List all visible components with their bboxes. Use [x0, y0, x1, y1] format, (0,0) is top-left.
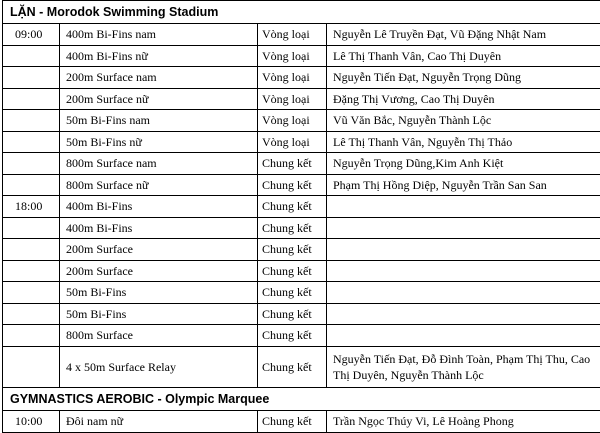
stage-cell: Chung kết — [258, 282, 327, 304]
event-cell: Đôi nam nữ — [60, 410, 258, 432]
stage-cell: Chung kết — [258, 174, 327, 196]
time-cell — [3, 260, 60, 282]
time-cell — [3, 325, 60, 347]
time-cell — [3, 282, 60, 304]
stage-cell: Chung kết — [258, 260, 327, 282]
athletes-cell: Vũ Văn Bắc, Nguyễn Thành Lộc — [327, 110, 600, 132]
event-cell: 200m Surface nam — [60, 67, 258, 89]
athletes-cell: Lê Thị Thanh Vân, Cao Thị Duyên — [327, 45, 600, 67]
time-cell — [3, 45, 60, 67]
athletes-cell — [327, 239, 600, 261]
time-cell — [3, 174, 60, 196]
athletes-cell — [327, 196, 600, 218]
schedule-row — [3, 325, 600, 347]
event-cell: 800m Surface nữ — [60, 174, 258, 196]
event-cell: 400m Bi-Fins — [60, 196, 258, 218]
stage-cell: Chung kết — [258, 153, 327, 175]
stage-cell: Vòng loại — [258, 110, 327, 132]
schedule-body — [3, 1, 600, 433]
athletes-cell: Nguyễn Lê Truyền Đạt, Vũ Đặng Nhật Nam — [327, 24, 600, 46]
athletes-cell — [327, 303, 600, 325]
schedule-row — [3, 131, 600, 153]
section-header-row — [3, 1, 600, 24]
time-cell — [3, 88, 60, 110]
schedule-table — [2, 0, 600, 433]
event-cell: 800m Surface — [60, 325, 258, 347]
athletes-cell: Phạm Thị Hồng Diệp, Nguyễn Trần San San — [327, 174, 600, 196]
time-cell — [3, 217, 60, 239]
stage-cell: Vòng loại — [258, 45, 327, 67]
schedule-row — [3, 88, 600, 110]
schedule-row — [3, 24, 600, 46]
schedule-row — [3, 67, 600, 89]
schedule-row — [3, 239, 600, 261]
athletes-cell: Nguyễn Trọng Dũng,Kim Anh Kiệt — [327, 153, 600, 175]
section-title: GYMNASTICS AEROBIC - Olympic Marquee — [3, 387, 600, 410]
schedule-row — [3, 45, 600, 67]
athletes-cell: Lê Thị Thanh Vân, Nguyễn Thị Thảo — [327, 131, 600, 153]
stage-cell: Chung kết — [258, 239, 327, 261]
athletes-cell: Nguyễn Tiến Đạt, Nguyễn Trọng Dũng — [327, 67, 600, 89]
schedule-row — [3, 153, 600, 175]
event-cell: 50m Bi-Fins — [60, 303, 258, 325]
stage-cell: Chung kết — [258, 346, 327, 387]
schedule-row — [3, 196, 600, 218]
section-title: LẶN - Morodok Swimming Stadium — [3, 1, 600, 24]
schedule-row — [3, 346, 600, 387]
schedule-row — [3, 282, 600, 304]
event-cell: 400m Bi-Fins nữ — [60, 45, 258, 67]
event-cell: 50m Bi-Fins nữ — [60, 131, 258, 153]
stage-cell: Vòng loại — [258, 24, 327, 46]
time-cell: 18:00 — [3, 196, 60, 218]
schedule-row — [3, 174, 600, 196]
time-cell: 09:00 — [3, 24, 60, 46]
event-cell: 200m Surface nữ — [60, 88, 258, 110]
schedule-row — [3, 110, 600, 132]
schedule-row — [3, 217, 600, 239]
stage-cell: Chung kết — [258, 196, 327, 218]
time-cell — [3, 303, 60, 325]
athletes-cell: Trần Ngọc Thúy Vi, Lê Hoàng Phong — [327, 410, 600, 432]
time-cell — [3, 239, 60, 261]
athletes-cell — [327, 282, 600, 304]
event-cell: 200m Surface — [60, 260, 258, 282]
stage-cell: Vòng loại — [258, 88, 327, 110]
schedule-row — [3, 260, 600, 282]
stage-cell: Chung kết — [258, 325, 327, 347]
section-header-row — [3, 387, 600, 410]
stage-cell: Vòng loại — [258, 67, 327, 89]
stage-cell: Chung kết — [258, 303, 327, 325]
athletes-cell — [327, 217, 600, 239]
event-cell: 4 x 50m Surface Relay — [60, 346, 258, 387]
event-cell: 400m Bi-Fins nam — [60, 24, 258, 46]
athletes-cell — [327, 260, 600, 282]
time-cell — [3, 131, 60, 153]
time-cell: 10:00 — [3, 410, 60, 432]
time-cell — [3, 110, 60, 132]
stage-cell: Vòng loại — [258, 131, 327, 153]
event-cell: 200m Surface — [60, 239, 258, 261]
schedule-row — [3, 410, 600, 432]
time-cell — [3, 153, 60, 175]
time-cell — [3, 346, 60, 387]
event-cell: 50m Bi-Fins nam — [60, 110, 258, 132]
event-cell: 800m Surface nam — [60, 153, 258, 175]
time-cell — [3, 67, 60, 89]
schedule-row — [3, 303, 600, 325]
athletes-cell: Nguyễn Tiến Đạt, Đỗ Đình Toàn, Phạm Thị Thu, Cao Thị Duyên, Nguyễn Thành Lộc — [327, 346, 600, 387]
event-cell: 50m Bi-Fins — [60, 282, 258, 304]
event-cell: 400m Bi-Fins — [60, 217, 258, 239]
athletes-cell — [327, 325, 600, 347]
stage-cell: Chung kết — [258, 217, 327, 239]
athletes-cell: Đặng Thị Vương, Cao Thị Duyên — [327, 88, 600, 110]
stage-cell: Chung kết — [258, 410, 327, 432]
